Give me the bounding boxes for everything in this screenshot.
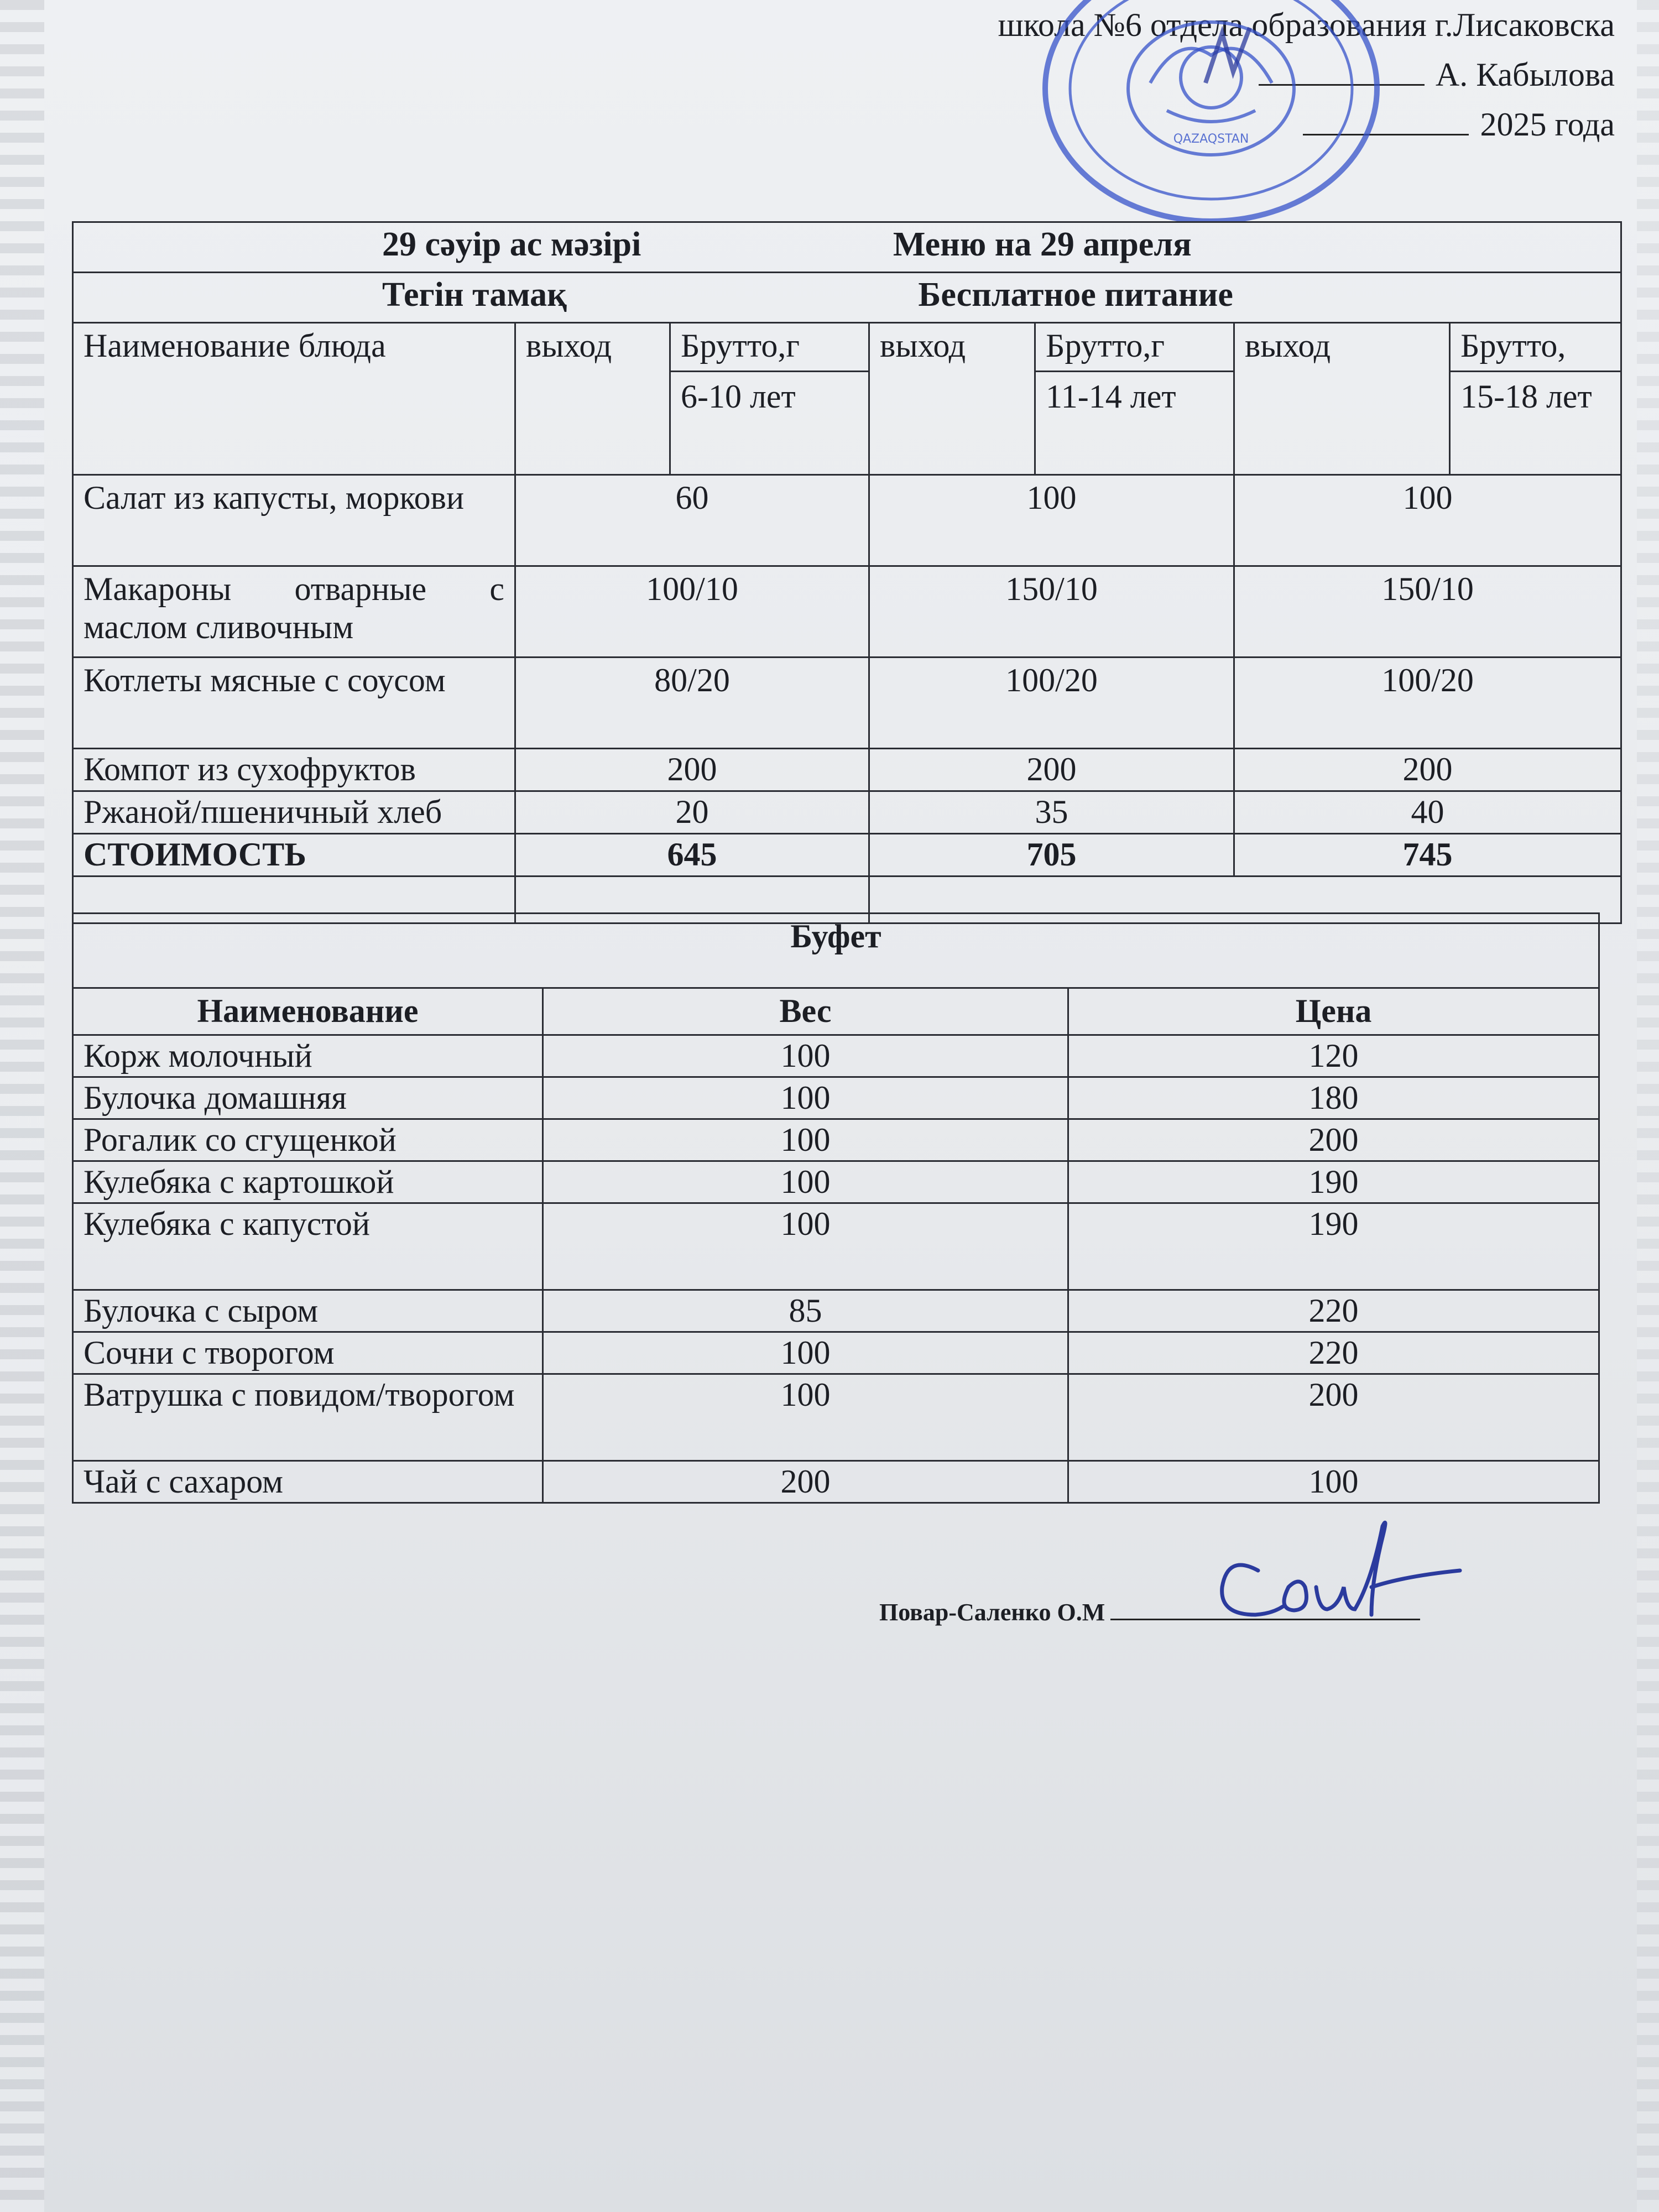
header-age-3: 15-18 лет: [1451, 371, 1620, 416]
table-row: [73, 1161, 1599, 1203]
official-stamp-icon: [1040, 0, 1383, 221]
menu-subtitle-row: [73, 273, 1621, 323]
menu-subtitle-ru: Бесплатное питание: [918, 276, 1233, 314]
buffet-item-price: 190: [1068, 1203, 1599, 1290]
header-output-1: выход: [515, 323, 670, 475]
portion-11-14: 100: [869, 475, 1234, 566]
portion-6-10: 20: [515, 791, 869, 834]
total-row: [73, 834, 1621, 877]
buffet-item-weight: 100: [543, 1203, 1068, 1290]
portion-6-10: 60: [515, 475, 869, 566]
header-age-2: 11-14 лет: [1036, 371, 1233, 416]
buffet-item-weight: 200: [543, 1461, 1068, 1503]
approval-org: школа №6 отдела образования г.Лисаковска: [998, 7, 1615, 43]
buffet-table: [72, 912, 1600, 1504]
svg-text:QAZAQSTAN: QAZAQSTAN: [1173, 132, 1249, 146]
portion-11-14: 100/20: [869, 658, 1234, 749]
table-row: [73, 1290, 1599, 1332]
portion-15-18: 100: [1234, 475, 1621, 566]
approval-year: 2025 года: [998, 100, 1615, 149]
dish-name: Компот из сухофруктов: [73, 749, 515, 791]
buffet-item-weight: 100: [543, 1332, 1068, 1374]
table-row: [73, 1332, 1599, 1374]
scan-edge-left: [0, 0, 44, 2212]
header-dish: Наименование блюда: [73, 323, 515, 475]
table-row: [73, 1035, 1599, 1077]
buffet-item-weight: 100: [543, 1374, 1068, 1461]
buffet-item-weight: 85: [543, 1290, 1068, 1332]
buffet-item-name: Сочни с творогом: [73, 1332, 543, 1374]
table-row: [73, 1374, 1599, 1461]
portion-6-10: 80/20: [515, 658, 869, 749]
buffet-header-price: Цена: [1068, 988, 1599, 1035]
header-brutto-1: Брутто,г 6-10 лет: [670, 323, 869, 475]
buffet-header-weight: Вес: [543, 988, 1068, 1035]
portion-15-18: 40: [1234, 791, 1621, 834]
table-row: [73, 566, 1621, 658]
buffet-item-price: 200: [1068, 1119, 1599, 1161]
table-row: [73, 658, 1621, 749]
buffet-item-weight: 100: [543, 1077, 1068, 1119]
table-row: [73, 749, 1621, 791]
dish-name: Ржаной/пшеничный хлеб: [73, 791, 515, 834]
table-row: [73, 475, 1621, 566]
portion-11-14: 35: [869, 791, 1234, 834]
scan-edge-right: [1637, 0, 1659, 2212]
dish-name: Котлеты мясные с соусом: [73, 658, 515, 749]
portion-15-18: 200: [1234, 749, 1621, 791]
header-output-3: выход: [1234, 323, 1450, 475]
portion-6-10: 100/10: [515, 566, 869, 658]
portion-15-18: 100/20: [1234, 658, 1621, 749]
buffet-item-name: Булочка домашняя: [73, 1077, 543, 1119]
total-6-10: 645: [515, 834, 869, 877]
menu-title-kz: 29 сәуір ас мәзірі: [382, 226, 641, 263]
menu-title-row: [73, 222, 1621, 273]
table-row: [73, 1119, 1599, 1161]
buffet-item-price: 220: [1068, 1290, 1599, 1332]
buffet-item-price: 200: [1068, 1374, 1599, 1461]
buffet-item-name: Чай с сахаром: [73, 1461, 543, 1503]
table-row: [73, 1203, 1599, 1290]
menu-title-ru: Меню на 29 апреля: [893, 226, 1192, 263]
table-row: [73, 1461, 1599, 1503]
portion-11-14: 150/10: [869, 566, 1234, 658]
portion-11-14: 200: [869, 749, 1234, 791]
dish-name: Салат из капусты, моркови: [73, 475, 515, 566]
buffet-item-weight: 100: [543, 1035, 1068, 1077]
total-label: СТОИМОСТЬ: [73, 834, 515, 877]
buffet-item-weight: 100: [543, 1119, 1068, 1161]
header-output-2: выход: [869, 323, 1035, 475]
buffet-item-price: 190: [1068, 1161, 1599, 1203]
buffet-item-price: 100: [1068, 1461, 1599, 1503]
buffet-item-price: 120: [1068, 1035, 1599, 1077]
header-age-1: 6-10 лет: [671, 371, 868, 416]
buffet-title: Буфет: [73, 914, 1599, 988]
buffet-item-name: Рогалик со сгущенкой: [73, 1119, 543, 1161]
buffet-header-name: Наименование: [73, 988, 543, 1035]
header-brutto-3: Брутто, 15-18 лет: [1450, 323, 1621, 475]
portion-6-10: 200: [515, 749, 869, 791]
buffet-item-weight: 100: [543, 1161, 1068, 1203]
buffet-item-price: 180: [1068, 1077, 1599, 1119]
free-meal-menu-table: [72, 221, 1622, 924]
portion-15-18: 150/10: [1234, 566, 1621, 658]
table-row: [73, 1077, 1599, 1119]
buffet-item-name: Ватрушка с повидом/творогом: [73, 1374, 543, 1461]
buffet-item-name: Корж молочный: [73, 1035, 543, 1077]
total-15-18: 745: [1234, 834, 1621, 877]
table-row: [73, 791, 1621, 834]
total-11-14: 705: [869, 834, 1234, 877]
menu-subtitle-kz: Тегін тамақ: [382, 276, 567, 314]
buffet-item-price: 220: [1068, 1332, 1599, 1374]
buffet-item-name: Кулебяка с капустой: [73, 1203, 543, 1290]
buffet-item-name: Кулебяка с картошкой: [73, 1161, 543, 1203]
cook-label: Повар-Саленко О.М: [879, 1599, 1105, 1626]
approval-signer: А. Кабылова: [998, 50, 1615, 100]
header-brutto-2: Брутто,г 11-14 лет: [1035, 323, 1234, 475]
dish-name: Макароны отварные с маслом сливочным: [73, 566, 515, 658]
buffet-item-name: Булочка с сыром: [73, 1290, 543, 1332]
signature-icon: [1206, 1504, 1471, 1642]
